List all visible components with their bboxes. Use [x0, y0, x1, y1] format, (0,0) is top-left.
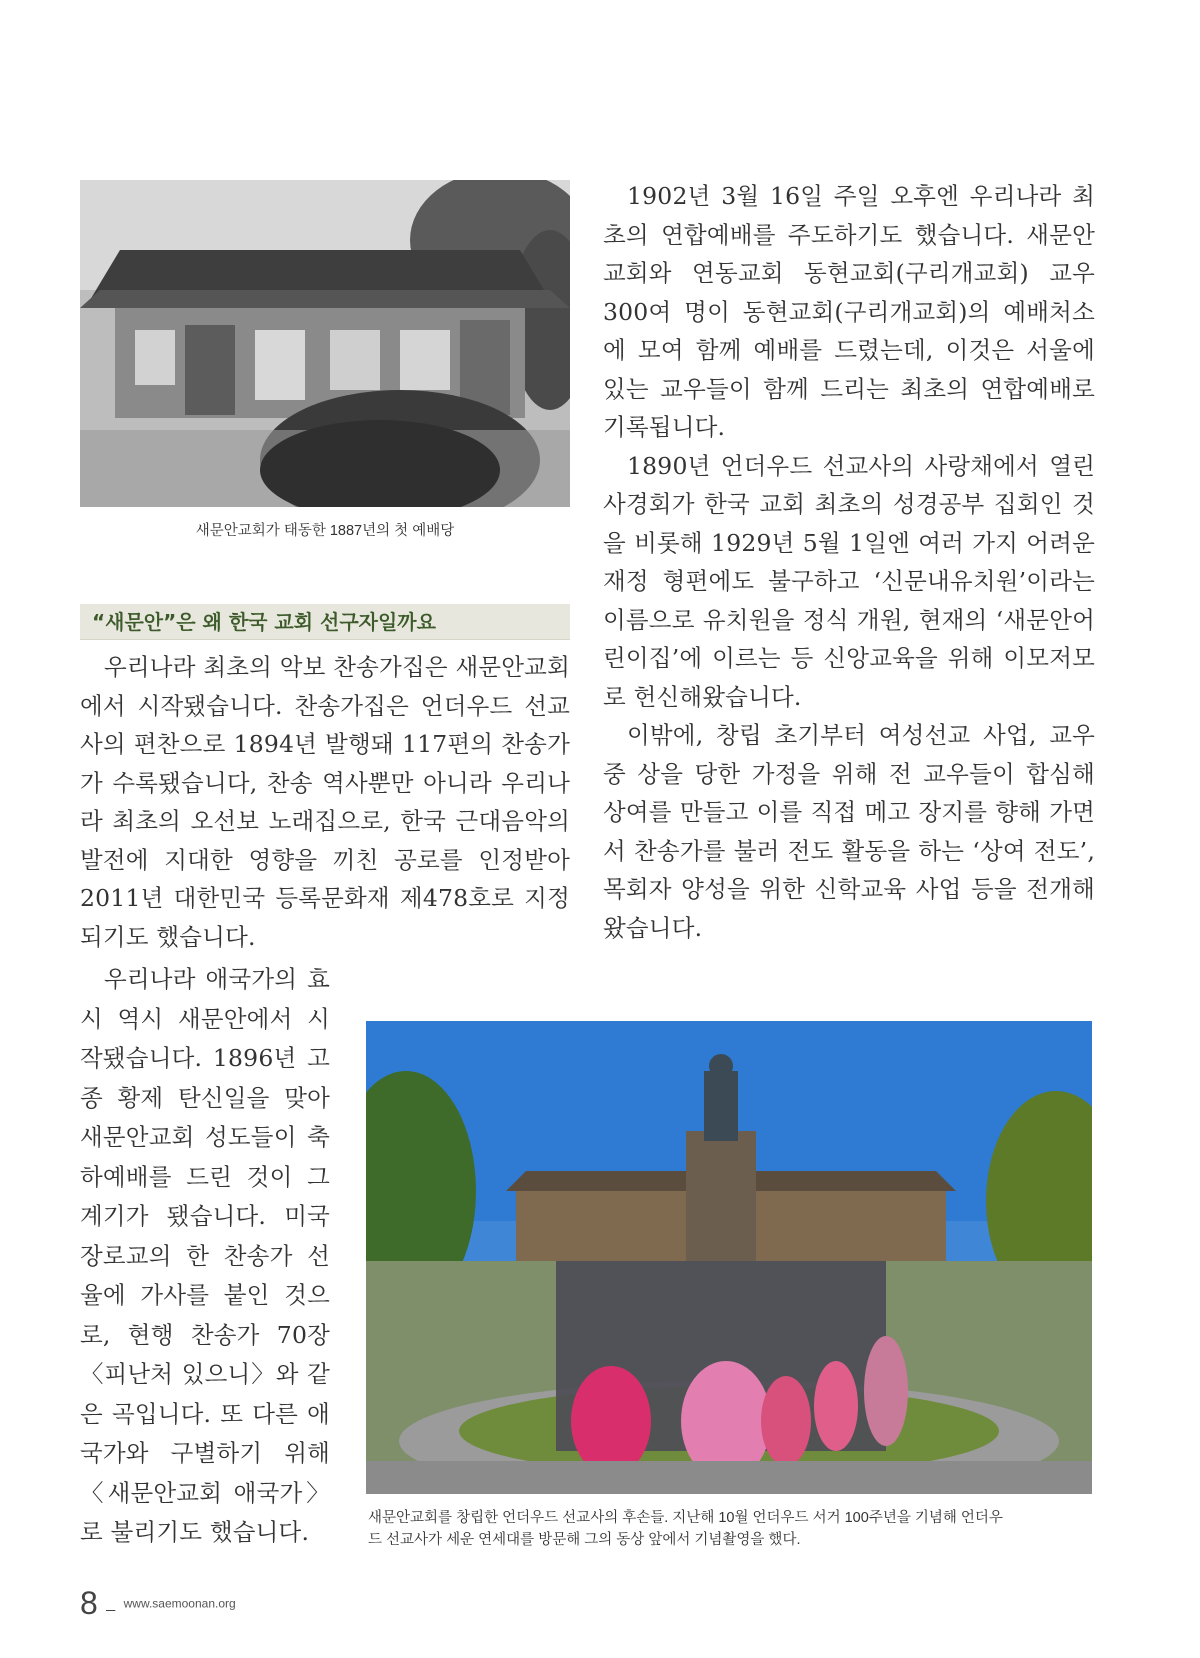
- left-paragraph-2: 우리나라 애국가의 효시 역시 새문안에서 시작됐습니다. 1896년 고종 황제 탄신일을 맞아 새문안교회 성도들이 축하예배를 드린 것이 그 계기가 됐습니다. 미국 장로교의 한 찬송가 선율에 가사를 붙인 것으로, 현행 찬송가 70장 〈피난처 있으니〉와 같은 곡입니다. 또 다른 애국가와 구별하기 위해 〈새문안교회 애국가〉로 불리기도 했습니다.: [80, 965, 330, 1546]
- family-photo: [366, 1021, 1092, 1494]
- left-column-text: [80, 648, 570, 956]
- page-number: 8: [80, 1585, 98, 1621]
- left-narrow-text: [80, 960, 330, 1553]
- family-photo-caption-line-1: 새문안교회를 창립한 언더우드 선교사의 후손들. 지난해 10월 언더우드 서거 100주년을 기념해 언더우: [368, 1510, 1003, 1526]
- family-photo-graphic: [366, 1021, 1092, 1494]
- chapel-photo-graphic: [80, 180, 570, 507]
- chapel-photo: [80, 180, 570, 507]
- page-footer: [80, 1585, 236, 1622]
- right-paragraph-2: 1890년 언더우드 선교사의 사랑채에서 열린 사경회가 한국 교회 최초의 성경공부 집회인 것을 비롯해 1929년 5월 1일엔 여러 가지 어려운 재정 형편에도 불구하고 ‘신문내유치원’이라는 이름으로 유치원을 정식 개원, 현재의 ‘새문안어린이집’에 이르는 등 신앙교육을 위해 이모저모로 헌신해왔습니다.: [603, 451, 1095, 711]
- section-heading: “새문안”은 왜 한국 교회 선구자일까요: [80, 604, 570, 640]
- footer-url[interactable]: www.saemoonan.org: [123, 1596, 236, 1611]
- right-paragraph-3: 이밖에, 창립 초기부터 여성선교 사업, 교우 중 상을 당한 가정을 위해 전 교우들이 합심해 상여를 만들고 이를 직접 메고 장지를 향해 가면서 찬송가를 불러 전도 활동을 하는 ‘상여 전도’, 목회자 양성을 위한 신학교육 사업 등을 전개해왔습니다.: [603, 721, 1095, 942]
- footer-separator: _: [106, 1594, 116, 1612]
- family-photo-caption: [368, 1507, 1098, 1551]
- left-paragraph-1: 우리나라 최초의 악보 찬송가집은 새문안교회에서 시작됐습니다. 찬송가집은 언더우드 선교사의 편찬으로 1894년 발행돼 117편의 찬송가가 수록됐습니다, 찬송 역사뿐만 아니라 우리나라 최초의 오선보 노래집으로, 한국 근대음악의 발전에 지대한 영향을 끼친 공로를 인정받아 2011년 대한민국 등록문화재 제478호로 지정되기도 했습니다.: [80, 653, 570, 951]
- family-photo-caption-line-2: 드 선교사가 세운 연세대를 방문해 그의 동상 앞에서 기념촬영을 했다.: [368, 1532, 801, 1548]
- right-column-text: [603, 177, 1095, 947]
- right-paragraph-1: 1902년 3월 16일 주일 오후엔 우리나라 최초의 연합예배를 주도하기도 했습니다. 새문안교회와 연동교회 동현교회(구리개교회) 교우 300여 명이 동현교회(구리개교회)의 예배처소에 모여 함께 예배를 드렸는데, 이것은 서울에 있는 교우들이 함께 드리는 최초의 연합예배로 기록됩니다.: [603, 182, 1095, 441]
- chapel-photo-caption: 새문안교회가 태동한 1887년의 첫 예배당: [195, 523, 455, 539]
